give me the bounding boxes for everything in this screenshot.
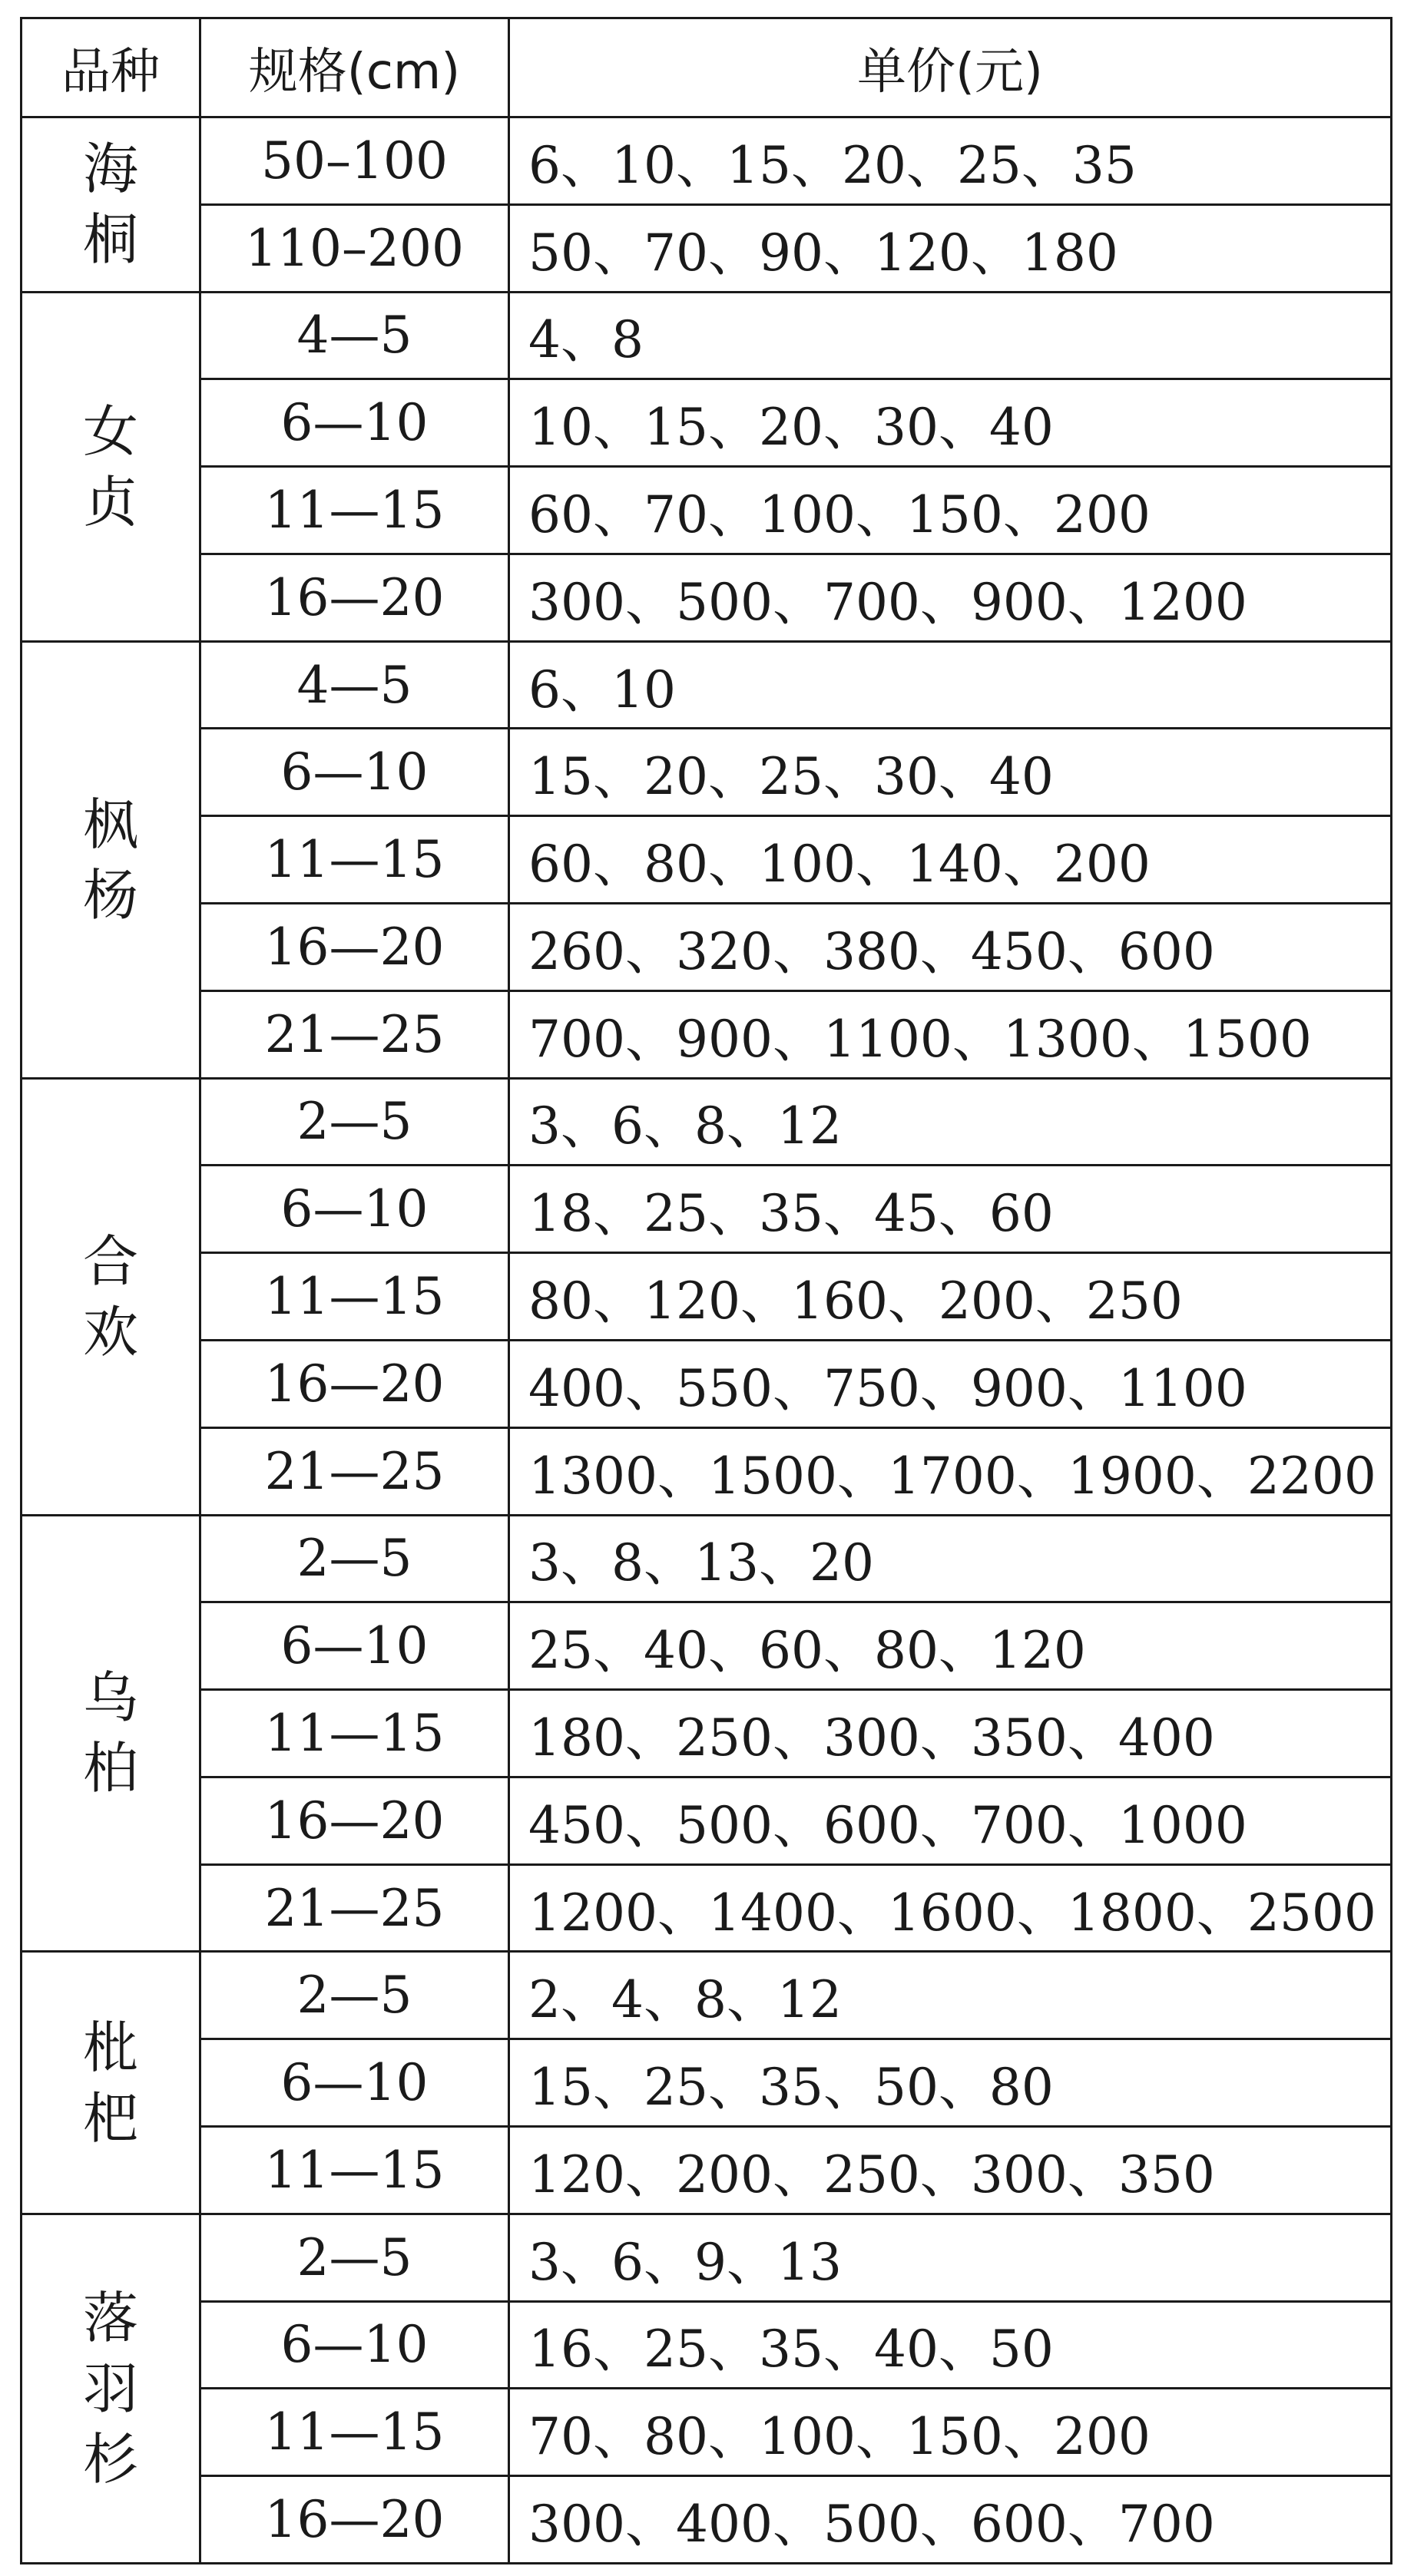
variety-cell: 落羽杉 xyxy=(22,2214,200,2563)
spec-cell: 6—10 xyxy=(200,2039,509,2127)
table-row xyxy=(22,1340,1392,1427)
price-table xyxy=(20,17,1392,2564)
price-cell: 3、8、13、20 xyxy=(509,1515,1392,1602)
price-cell: 16、25、35、40、50 xyxy=(509,2301,1392,2389)
variety-cell: 女贞 xyxy=(22,292,200,641)
header-variety: 品种 xyxy=(22,18,200,117)
price-cell: 1300、1500、1700、1900、2200 xyxy=(509,1427,1392,1515)
table-row xyxy=(22,1427,1392,1515)
table-row xyxy=(22,204,1392,292)
table-row xyxy=(22,1952,1392,2039)
variety-cell: 乌柏 xyxy=(22,1515,200,1952)
price-cell: 300、500、700、900、1200 xyxy=(509,554,1392,641)
price-cell: 15、25、35、50、80 xyxy=(509,2039,1392,2127)
price-cell: 60、80、100、140、200 xyxy=(509,816,1392,904)
table-body xyxy=(22,117,1392,2564)
variety-cell: 枫杨 xyxy=(22,641,200,1078)
price-cell: 450、500、600、700、1000 xyxy=(509,1777,1392,1864)
variety-cell: 海桐 xyxy=(22,117,200,293)
table-row xyxy=(22,2301,1392,2389)
spec-cell: 4—5 xyxy=(200,641,509,729)
table-row xyxy=(22,2126,1392,2214)
table-row xyxy=(22,2039,1392,2127)
price-cell: 4、8 xyxy=(509,292,1392,379)
spec-cell: 6—10 xyxy=(200,1166,509,1253)
table-header xyxy=(22,18,1392,117)
spec-cell: 2—5 xyxy=(200,1952,509,2039)
table-row xyxy=(22,2214,1392,2301)
price-cell: 1200、1400、1600、1800、2500 xyxy=(509,1864,1392,1952)
spec-cell: 16—20 xyxy=(200,554,509,641)
spec-cell: 21—25 xyxy=(200,1427,509,1515)
spec-cell: 11—15 xyxy=(200,2126,509,2214)
price-cell: 10、15、20、30、40 xyxy=(509,379,1392,467)
price-cell: 400、550、750、900、1100 xyxy=(509,1340,1392,1427)
spec-cell: 110–200 xyxy=(200,204,509,292)
table-row xyxy=(22,641,1392,729)
price-cell: 3、6、9、13 xyxy=(509,2214,1392,2301)
header-price: 单价(元) xyxy=(509,18,1392,117)
table-row xyxy=(22,904,1392,991)
table-row xyxy=(22,729,1392,816)
price-cell: 180、250、300、350、400 xyxy=(509,1690,1392,1777)
price-cell: 700、900、1100、1300、1500 xyxy=(509,990,1392,1078)
table-row xyxy=(22,1777,1392,1864)
spec-cell: 6—10 xyxy=(200,729,509,816)
spec-cell: 6—10 xyxy=(200,1602,509,1690)
price-cell: 2、4、8、12 xyxy=(509,1952,1392,2039)
spec-cell: 16—20 xyxy=(200,1340,509,1427)
spec-cell: 16—20 xyxy=(200,904,509,991)
table-row xyxy=(22,1078,1392,1166)
spec-cell: 11—15 xyxy=(200,467,509,554)
spec-cell: 50–100 xyxy=(200,117,509,205)
table-row xyxy=(22,554,1392,641)
spec-cell: 21—25 xyxy=(200,990,509,1078)
price-cell: 6、10、15、20、25、35 xyxy=(509,117,1392,205)
table-row xyxy=(22,1690,1392,1777)
table-row xyxy=(22,1253,1392,1341)
spec-cell: 11—15 xyxy=(200,816,509,904)
table-row xyxy=(22,816,1392,904)
price-cell: 25、40、60、80、120 xyxy=(509,1602,1392,1690)
spec-cell: 11—15 xyxy=(200,2389,509,2476)
variety-cell: 合欢 xyxy=(22,1078,200,1515)
table-row xyxy=(22,1602,1392,1690)
spec-cell: 4—5 xyxy=(200,292,509,379)
table-row xyxy=(22,990,1392,1078)
table-row xyxy=(22,2389,1392,2476)
spec-cell: 6—10 xyxy=(200,379,509,467)
table-row xyxy=(22,2476,1392,2564)
price-cell: 50、70、90、120、180 xyxy=(509,204,1392,292)
price-cell: 300、400、500、600、700 xyxy=(509,2476,1392,2564)
spec-cell: 16—20 xyxy=(200,2476,509,2564)
variety-cell: 枇杷 xyxy=(22,1952,200,2214)
spec-cell: 16—20 xyxy=(200,1777,509,1864)
header-row xyxy=(22,18,1392,117)
spec-cell: 11—15 xyxy=(200,1253,509,1341)
spec-cell: 11—15 xyxy=(200,1690,509,1777)
table-row xyxy=(22,1166,1392,1253)
spec-cell: 2—5 xyxy=(200,1515,509,1602)
price-cell: 120、200、250、300、350 xyxy=(509,2126,1392,2214)
table-row xyxy=(22,1515,1392,1602)
table-row xyxy=(22,1864,1392,1952)
spec-cell: 2—5 xyxy=(200,1078,509,1166)
spec-cell: 6—10 xyxy=(200,2301,509,2389)
header-spec: 规格(cm) xyxy=(200,18,509,117)
price-cell: 260、320、380、450、600 xyxy=(509,904,1392,991)
price-cell: 15、20、25、30、40 xyxy=(509,729,1392,816)
price-cell: 80、120、160、200、250 xyxy=(509,1253,1392,1341)
spec-cell: 2—5 xyxy=(200,2214,509,2301)
price-cell: 60、70、100、150、200 xyxy=(509,467,1392,554)
table-row xyxy=(22,117,1392,205)
price-cell: 3、6、8、12 xyxy=(509,1078,1392,1166)
price-cell: 70、80、100、150、200 xyxy=(509,2389,1392,2476)
table-row xyxy=(22,467,1392,554)
price-cell: 6、10 xyxy=(509,641,1392,729)
table-row xyxy=(22,379,1392,467)
table-row xyxy=(22,292,1392,379)
spec-cell: 21—25 xyxy=(200,1864,509,1952)
price-cell: 18、25、35、45、60 xyxy=(509,1166,1392,1253)
